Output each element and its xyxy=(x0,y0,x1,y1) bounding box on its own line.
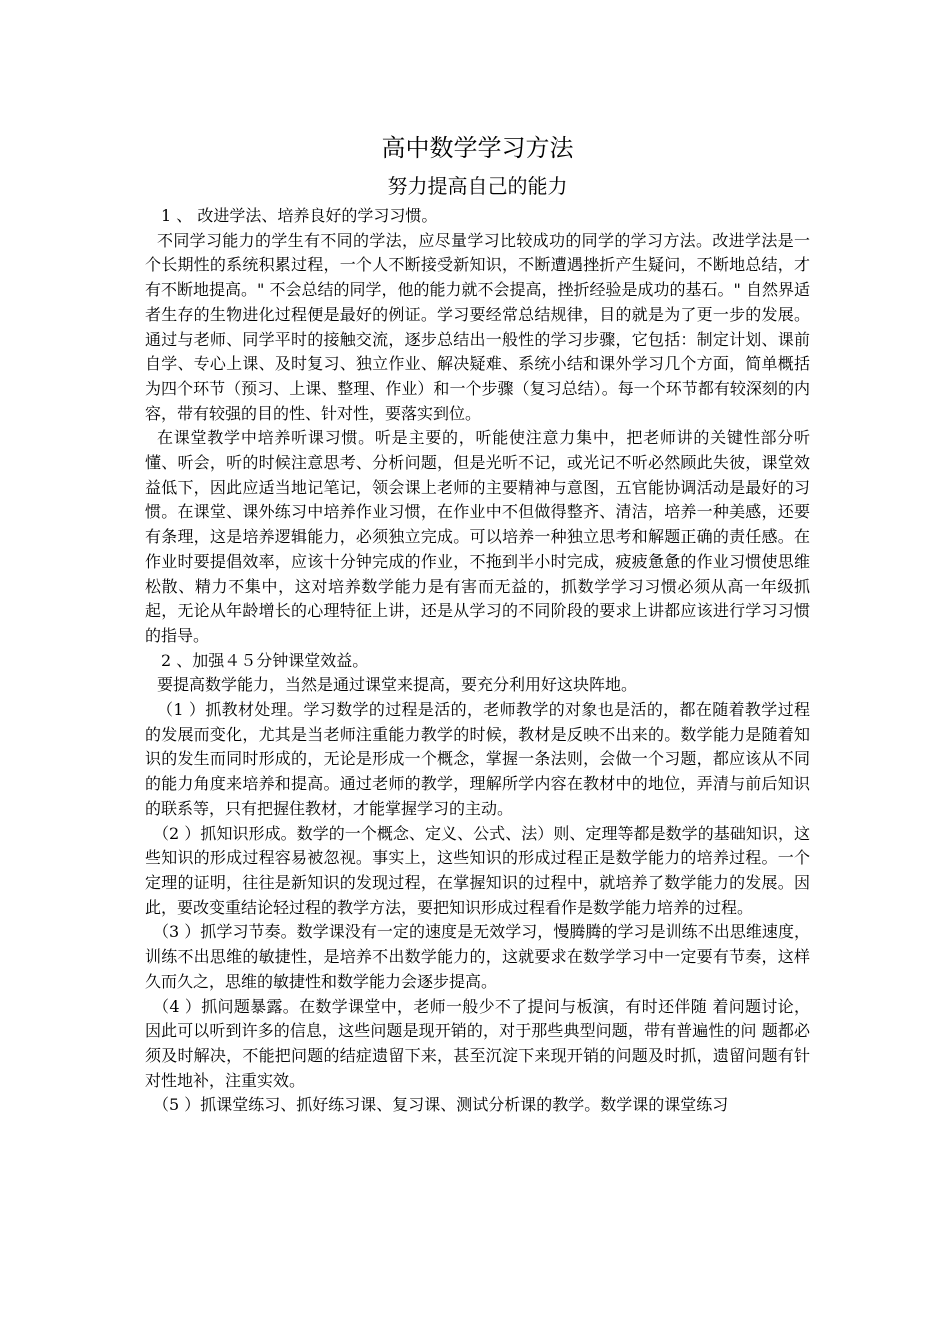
document-title: 高中数学学习方法 xyxy=(381,134,574,162)
paragraph-classroom: 要提高数学能力，当然是通过课堂来提高，要充分利用好这块阵地。 xyxy=(157,675,638,695)
document-page xyxy=(145,128,810,1118)
document-subtitle: 努力提高自己的能力 xyxy=(387,174,568,198)
paragraph-item-2: （2 ）抓知识形成。数学的一个概念、定义、公式、法）则、定理等都是数学的基础知识，这些知识的形成过程容易被忽视。事实上，这些知识的形成过程正是数学能力的培养过程。一个定理的证明，往往是新知识的发现过程，在掌握知识的过程中，就培养了数学能力的发展。因此，要改变重结论轻过程的教学方法，要把知识形成过程看作是数学能力培养的过程。 xyxy=(145,823,810,917)
section-heading-1: 1 、 改进学法、培养良好的学习习惯。 xyxy=(161,206,438,225)
paragraph-study-methods: 不同学习能力的学生有不同的学法，应尽量学习比较成功的同学的学习方法。改进学法是一个长期性的系统积累过程，一个人不断接受新知识，不断遭遇挫折产生疑问，不断地总结，才有不断地提高。" 不会总结的同学，他的能力就不会提高，挫折经验是成功的基石。" 自然界适者生存的生物进化过程便是最好的例证。学习要经常总结规律，目的就是为了更一步的发展。通过与老师、同学平时的接触交流，逐步总结出一般性的学习步骤，它包括：制定计划、课前自学、专心上课、及时复习、独立作业、解决疑难、系统小结和课外学习几个方面，简单概括为四个环节（预习、上课、整理、作业）和一个步骤（复习总结）。每一个环节都有较深刻的内容，带有较强的目的性、针对性，要落实到位。 xyxy=(145,230,810,423)
paragraph-listening-habits: 在课堂教学中培养听课习惯。听是主要的，听能使注意力集中，把老师讲的关键性部分听懂、听会，听的时候注意思考、分析问题，但是光听不记，或光记不听必然顾此失彼，课堂效益低下，因此应适当地记笔记，领会课上老师的主要精神与意图，五官能协调活动是最好的习惯。在课堂、课外练习中培养作业习惯，在作业中不但做得整齐、清洁，培养一种美感，还要有条理，这是培养逻辑能力，必须独立完成。可以培养一种独立思考和解题正确的责任感。在作业时要提倡效率，应该十分钟完成的作业，不拖到半小时完成，疲疲惫惫的作业习惯使思维松散、精力不集中，这对培养数学能力是有害而无益的，抓数学学习习惯必须从高一年级抓起，无论从年龄增长的心理特征上讲，还是从学习的不同阶段的要求上讲都应该进行学习习惯的指导。 xyxy=(145,428,810,645)
paragraph-item-1: （1 ）抓教材处理。学习数学的过程是活的，老师教学的对象也是活的，都在随着教学过程的发展而变化，尤其是当老师注重能力教学的时候，教材是反映不出来的。数学能力是随着知识的发生而同时形成的，无论是形成一个概念，掌握一条法则，会做一个习题，都应该从不同的能力角度来培养和提高。通过老师的教学，理解所学内容在教材中的地位，弄清与前后知识的联系等，只有把握住教材，才能掌握学习的主动。 xyxy=(145,700,810,818)
paragraph-item-5: （5 ）抓课堂练习、抓好练习课、复习课、测试分析课的教学。数学课的课堂练习 xyxy=(153,1095,729,1115)
paragraph-item-4: （4 ）抓问题暴露。在数学课堂中，老师一般少不了提问与板演，有时还伴随 着问题讨论，因此可以听到许多的信息，这些问题是现开销的，对于那些典型问题，带有普遍性的问 题都必须及时解决，不能把问题的结症遗留下来，甚至沉淀下来现开销的问题及时抓，遗留问题有针对性地补，注重实效。 xyxy=(145,996,810,1090)
section-heading-2: 2 、加强４５分钟课堂效益。 xyxy=(161,650,369,670)
paragraph-item-3: （3 ）抓学习节奏。数学课没有一定的速度是无效学习，慢腾腾的学习是训练不出思维速度，训练不出思维的敏捷性，是培养不出数学能力的，这就要求在数学学习中一定要有节奏，这样久而久之，思维的敏捷性和数学能力会逐步提高。 xyxy=(145,922,810,991)
